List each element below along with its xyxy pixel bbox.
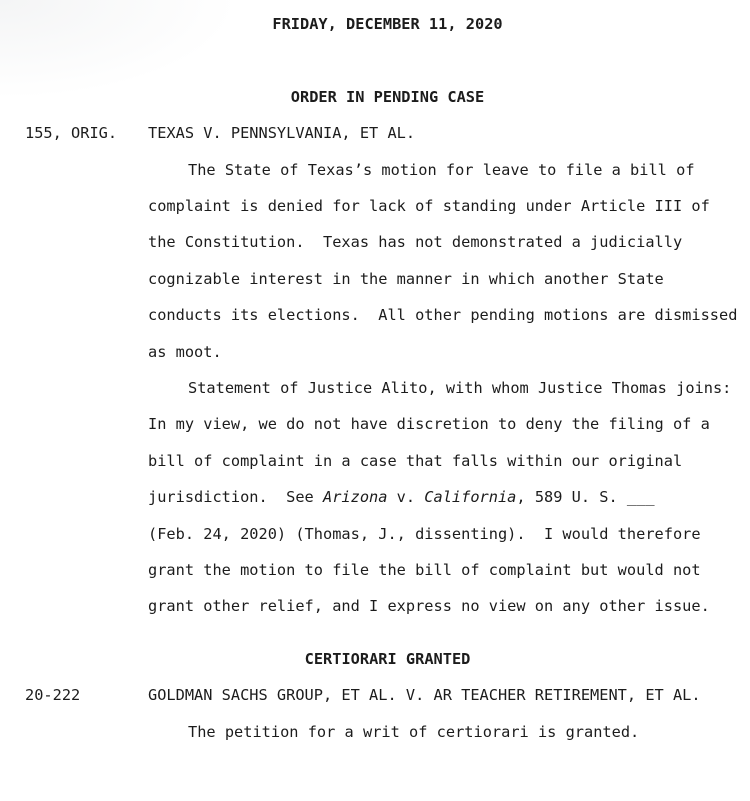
- statement-paragraph: [148, 370, 750, 625]
- docket-number: 155, ORIG.: [25, 124, 118, 143]
- cert-text-line: The petition for a writ of certiorari is granted.: [188, 722, 640, 741]
- order-text-line: complaint is denied for lack of standing under Article III of: [148, 197, 710, 216]
- citation-text: , 589 U. S. ___: [516, 488, 655, 507]
- blank-line: [25, 42, 750, 78]
- statement-text-line: bill of complaint in a case that falls within our original: [148, 451, 683, 470]
- statement-text-line: grant other relief, and I express no view on any other issue.: [148, 597, 710, 616]
- citation-text: v.: [387, 488, 425, 507]
- citation-text: jurisdiction. See: [148, 488, 323, 507]
- case-header-row: [25, 677, 750, 713]
- statement-text-line: grant the motion to file the bill of complaint but would not: [148, 561, 701, 580]
- case-name-italic: Arizona: [322, 488, 388, 507]
- cert-section-heading: CERTIORARI GRANTED: [304, 649, 471, 668]
- citation-line: [148, 479, 750, 515]
- statement-text-line: Statement of Justice Alito, with whom Justice Thomas joins:: [188, 379, 732, 398]
- order-text-line: the Constitution. Texas has not demonstrated a judicially: [148, 233, 683, 252]
- case-name-italic: California: [424, 488, 517, 507]
- order-paragraph: [148, 152, 750, 370]
- case-title: TEXAS V. PENNSYLVANIA, ET AL.: [148, 124, 416, 143]
- case-title: GOLDMAN SACHS GROUP, ET AL. V. AR TEACHER RETIREMENT, ET AL.: [148, 686, 701, 705]
- order-text-line: The State of Texas’s motion for leave to file a bill of: [188, 160, 695, 179]
- cert-paragraph: [148, 714, 750, 750]
- order-section-heading: ORDER IN PENDING CASE: [290, 87, 485, 106]
- order-text-line: cognizable interest in the manner in which another State: [148, 269, 664, 288]
- order-text-line: as moot.: [148, 342, 222, 361]
- statement-text-line: (Feb. 24, 2020) (Thomas, J., dissenting). I would therefore: [148, 524, 701, 543]
- case-header-row: [25, 115, 750, 151]
- date-heading: FRIDAY, DECEMBER 11, 2020: [272, 15, 503, 33]
- statement-text-line: In my view, we do not have discretion to deny the filing of a: [148, 415, 710, 434]
- docket-number: 20-222: [25, 686, 81, 705]
- order-text-line: conducts its elections. All other pending motions are dismissed: [148, 306, 738, 325]
